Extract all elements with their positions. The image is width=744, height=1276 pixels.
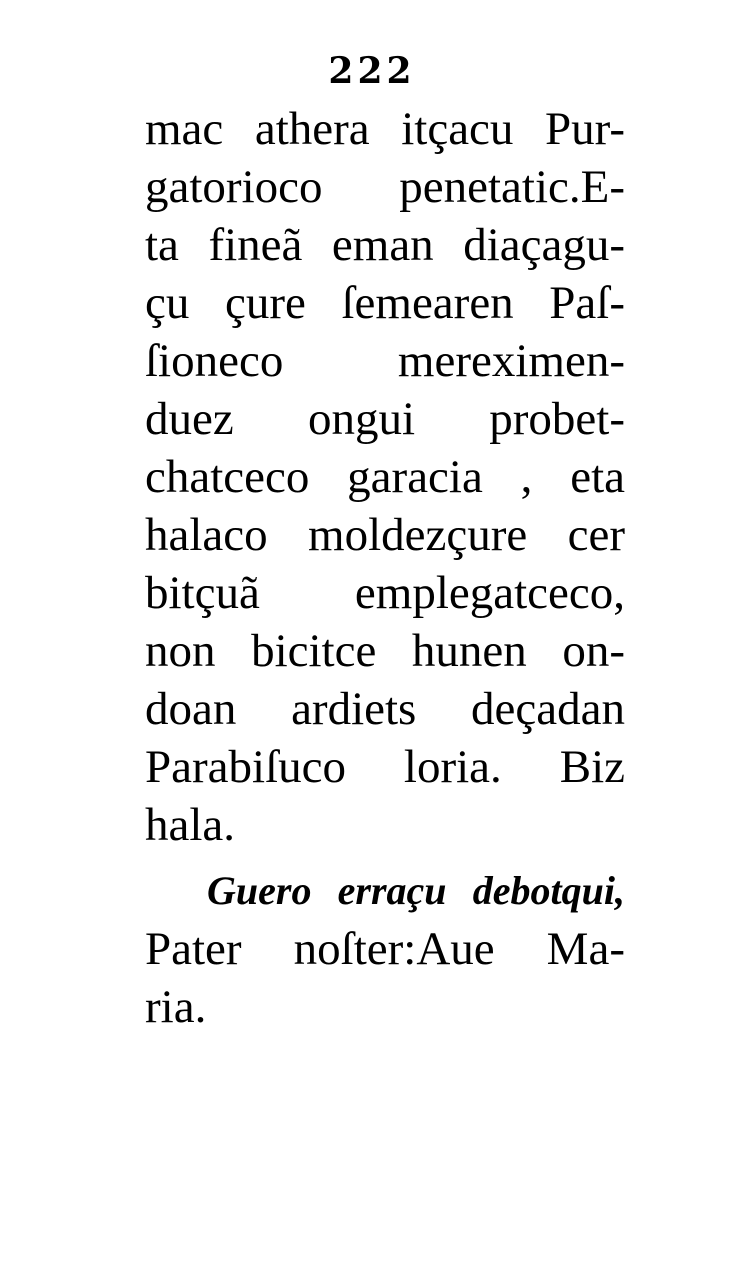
rubric-instruction: Guero erraçu debotqui, — [207, 868, 625, 913]
prayer-line: Pater noſter:Aue Ma- — [145, 923, 625, 975]
text-line: mac athera itçacu Pur- — [145, 103, 625, 155]
text-line: duez ongui probet- — [145, 393, 625, 445]
text-line: doan ardiets deçadan — [145, 683, 625, 735]
text-line: bitçuã emplegatceco, — [145, 567, 625, 619]
text-line: non bicitce hunen on- — [145, 625, 625, 677]
text-line: hala. — [145, 799, 236, 851]
text-line: chatceco garacia , eta — [145, 451, 625, 503]
text-line: Parabiſuco loria. Biz — [145, 741, 625, 793]
prayer-text — [145, 920, 625, 1036]
text-line: halaco moldezçure cer — [145, 509, 625, 561]
text-line: ſioneco mereximen- — [145, 335, 625, 387]
page-number: 222 — [328, 50, 416, 92]
text-line: gatorioco penetatic.E- — [145, 161, 625, 213]
body-text — [145, 100, 625, 1036]
text-line: ta fineã eman diaçagu- — [145, 219, 625, 271]
text-line: çu çure ſemearen Paſ- — [145, 277, 625, 329]
prayer-line: ria. — [145, 981, 207, 1033]
